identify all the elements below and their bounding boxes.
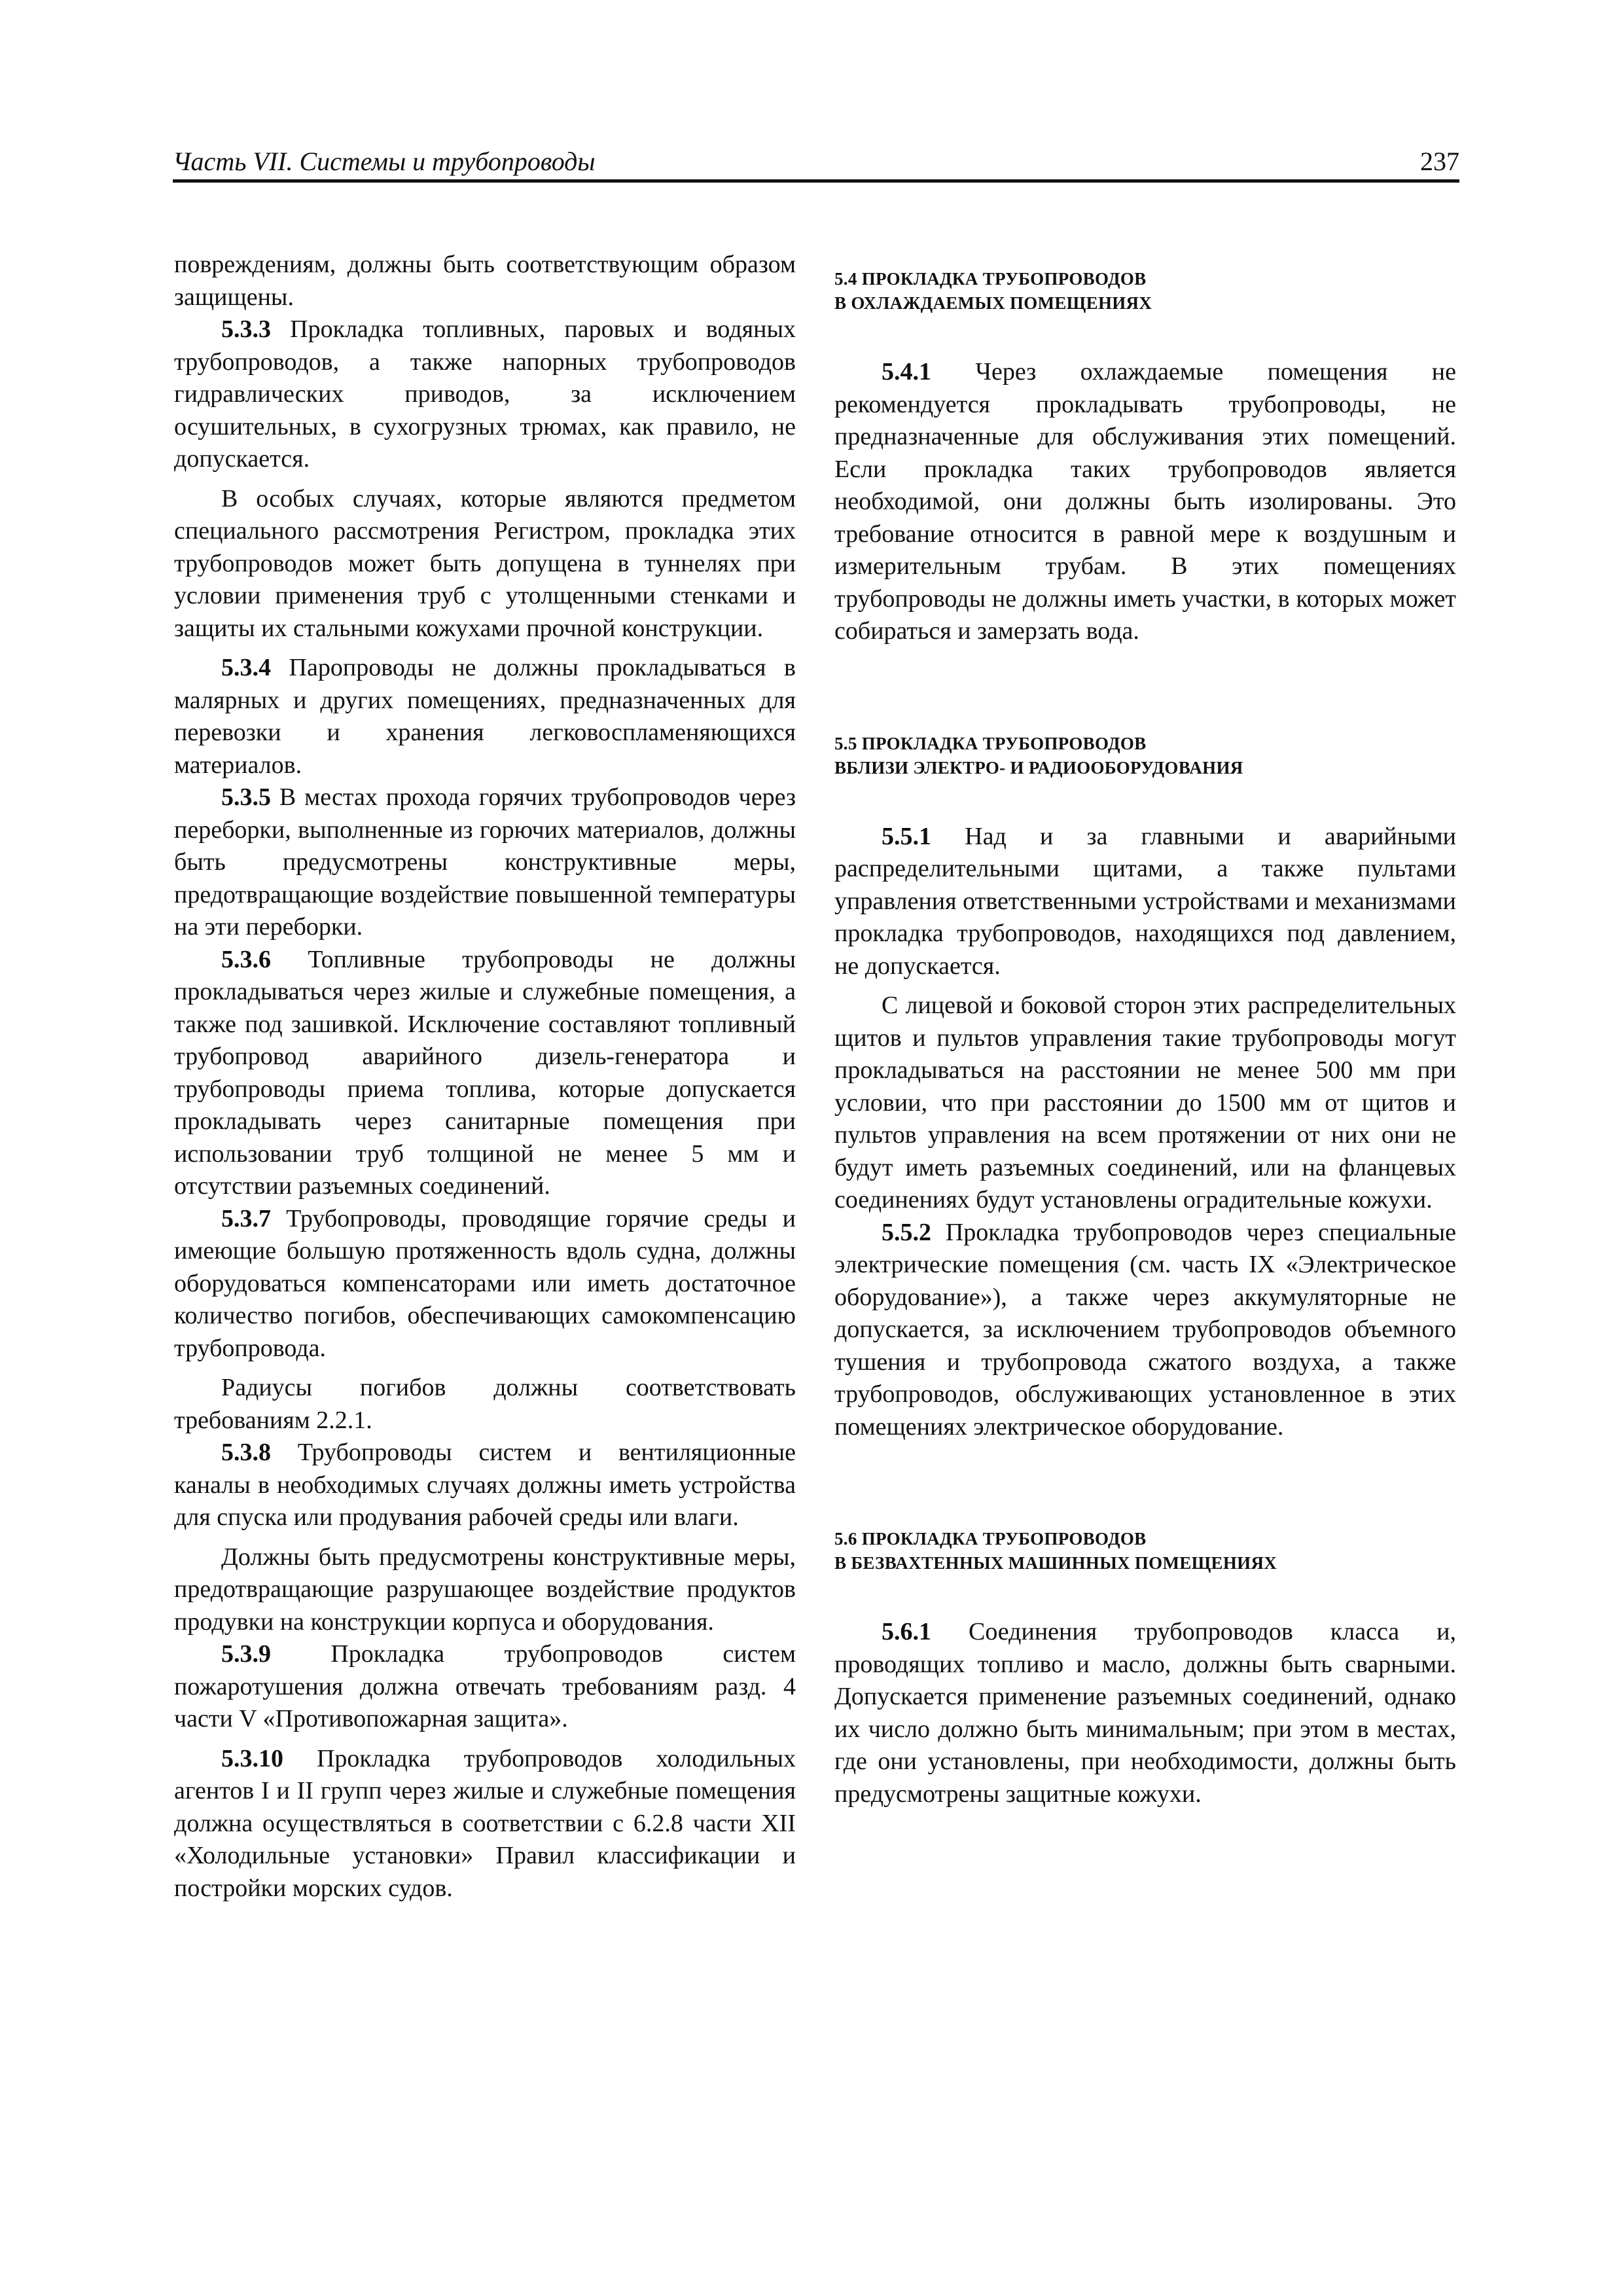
paragraph-5-3-8: 5.3.8 Трубопроводы систем и вентиляционные каналы в необходимых случаях должны иметь устройства для спуска или продувания рабочей среды или влаги. [174,1439,796,1531]
clause-number: 5.3.8 [221,1439,271,1466]
paragraph: Должны быть предусмотрены конструктивные меры, предотвращающие разрушающее воздействие продуктов продувки на конструкции корпуса и оборудования. [174,1543,796,1636]
paragraph-5-3-6: 5.3.6 Топливные трубопроводы не должны прокладываться через жилые и служебные помещения, а также под зашивкой. Исключение составляют топливный трубопровод аварийного дизель-генератора и трубопроводы приема топлива, которые допускается прокладывать через санитарные помещения при использовании труб толщиной не менее 5 мм и отсутствии разъемных соединений. [174,945,796,1200]
clause-number: 5.5.1 [882,822,931,850]
section-title-5-5: 5.5 ПРОКЛАДКА ТРУБОПРОВОДОВ ВБЛИЗИ ЭЛЕКТРО- И РАДИООБОРУДОВАНИЯ [834,733,1243,778]
clause-number: 5.3.4 [221,654,271,681]
clause-number: 5.3.5 [221,783,271,811]
paragraph-5-3-4: 5.3.4 Паропроводы не должны прокладываться в малярных и других помещениях, предназначенных для перевозки и хранения легковоспламеняющихся материалов. [174,654,796,779]
clause-number: 5.3.7 [221,1204,271,1232]
paragraph: Радиусы погибов должны соответствовать требованиям 2.2.1. [174,1374,796,1434]
paragraph: повреждениям, должны быть соответствующим образом защищены. [174,251,796,311]
paragraph-5-6-1: 5.6.1 Соединения трубопроводов класса и, проводящих топливо и масло, должны быть сварными. Допускается применение разъемных соединений, однако их число должно быть минимальным; при этом в местах, где они установлены, при необходимости, должны быть предусмотрены защитные кожухи. [834,1618,1456,1808]
clause-number: 5.3.9 [221,1640,271,1668]
left-column [174,249,796,1905]
clause-number: 5.3.10 [221,1744,283,1772]
header-rule [173,179,1459,183]
clause-number: 5.5.2 [882,1218,931,1246]
paragraph-5-5-1: 5.5.1 Над и за главными и аварийными распределительными щитами, а также пультами управления ответственными устройствами и механизмами прокладка трубопроводов, находящихся под давлением, не допускается. [834,822,1456,980]
paragraph-5-5-2: 5.5.2 Прокладка трубопроводов через специальные электрические помещения (см. часть IX «Электрическое оборудование»), а также через аккумуляторные не допускается, за исключением трубопроводов объемного тушения и трубопровода сжатого воздуха, а также трубопроводов, обслуживающих установленное в этих помещениях электрическое оборудование. [834,1218,1456,1441]
paragraph: В особых случаях, которые являются предметом специального рассмотрения Регистром, прокладка этих трубопроводов может быть допущена в туннелях при условии применения труб с утолщенными стенками и защиты их стальными кожухами прочной конструкции. [174,484,796,642]
right-column [834,249,1456,1810]
clause-number: 5.4.1 [882,358,931,386]
paragraph-5-3-10: 5.3.10 Прокладка трубопроводов холодильных агентов I и II групп через жилые и служебные помещения должна осуществляться в соответствии с 6.2.8 части XII «Холодильные установки» Правил классификации и постройки морских судов. [174,1744,796,1902]
paragraph-5-3-3: 5.3.3 Прокладка топливных, паровых и водяных трубопроводов, а также напорных трубопроводов гидравлических приводов, за исключением осушительных, в сухогрузных трюмах, как правило, не допускается. [174,315,796,473]
paragraph-5-3-7: 5.3.7 Трубопроводы, проводящие горячие среды и имеющие большую протяженность вдоль судна, должны оборудоваться компенсаторами или иметь достаточное количество погибов, обеспечивающих самокомпенсацию трубопровода. [174,1204,796,1362]
header-title: Часть VII. Системы и трубопроводы [173,147,596,176]
clause-number: 5.3.3 [221,315,271,343]
paragraph-5-3-5: 5.3.5 В местах прохода горячих трубопроводов через переборки, выполненные из горючих материалов, должны быть предусмотрены конструктивные меры, предотвращающие воздействие повышенной температуры на эти переборки. [174,783,796,941]
paragraph-5-4-1: 5.4.1 Через охлаждаемые помещения не рекомендуется прокладывать трубопроводы, не предназначенные для обслуживания этих помещений. Если прокладка таких трубопроводов является необходимой, они должны быть изолированы. Это требование относится в равной мере к воздушным и измерительным трубам. В этих помещениях трубопроводы не должны иметь участки, в которых может собираться и замерзать вода. [834,358,1456,645]
clause-number: 5.6.1 [882,1618,931,1645]
section-title-5-6: 5.6 ПРОКЛАДКА ТРУБОПРОВОДОВ В БЕЗВАХТЕННЫХ МАШИННЫХ ПОМЕЩЕНИЯХ [834,1529,1277,1573]
running-header [173,143,1459,182]
section-title-5-4: 5.4 ПРОКЛАДКА ТРУБОПРОВОДОВ В ОХЛАЖДАЕМЫХ ПОМЕЩЕНИЯХ [834,269,1152,313]
page-number: 237 [1420,147,1459,176]
clause-number: 5.3.6 [221,945,271,973]
paragraph: С лицевой и боковой сторон этих распределительных щитов и пультов управления такие трубопроводы могут прокладываться на расстоянии не менее 500 мм при условии, что при расстоянии до 1500 мм от щитов и пультов управления на всем протяжении от них они не будут иметь разъемных соединений, или на фланцевых соединениях будут установлены оградительные кожухи. [834,992,1456,1213]
paragraph-5-3-9: 5.3.9 Прокладка трубопроводов систем пожаротушения должна отвечать требованиям разд. 4 части V «Противопожарная защита». [174,1640,796,1732]
